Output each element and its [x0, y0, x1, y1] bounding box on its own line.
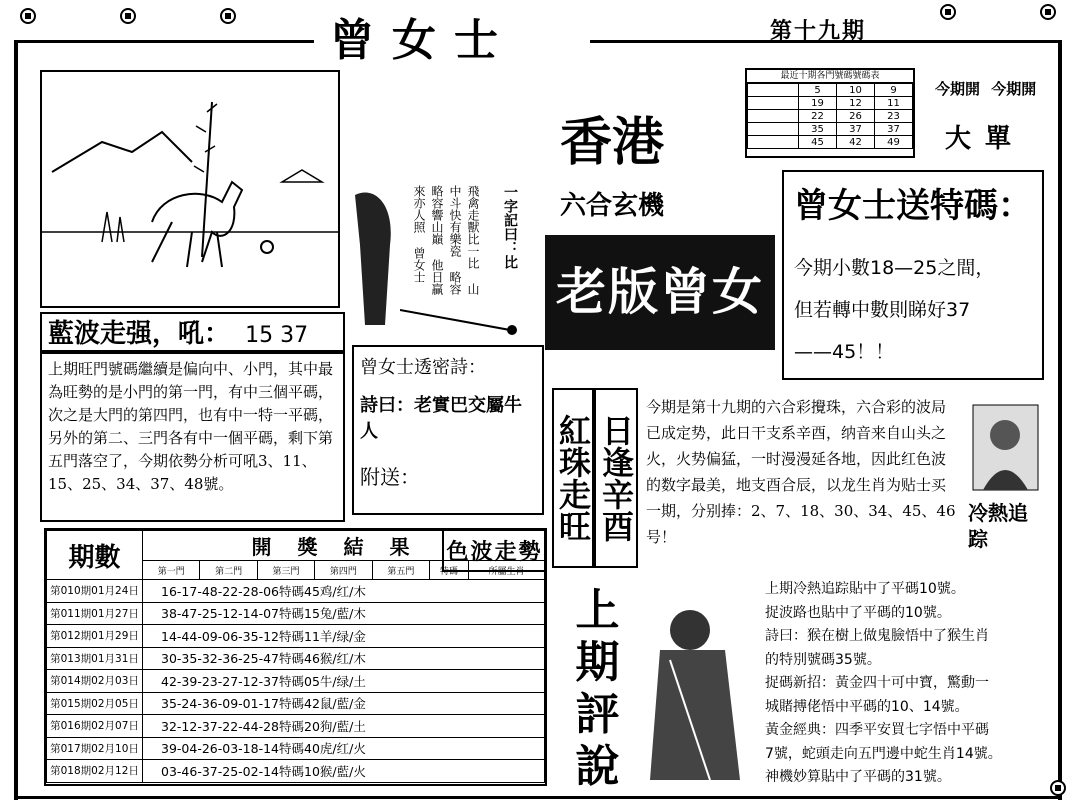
stats-cell: 10 — [837, 84, 875, 97]
col-header: 特碼 — [430, 561, 469, 580]
review-line: 的特別號碼35號。 — [765, 651, 881, 668]
col-header: 第三門 — [257, 561, 314, 580]
period-cell: 第010期01月24日 — [47, 580, 143, 603]
stats-cell: 9 — [875, 84, 913, 97]
value-cell: 39-04-26-03-18-14特碼40虎/红/火 — [143, 737, 545, 760]
review-line: 捉波路也貼中了平碼的10號。 — [765, 604, 951, 621]
masthead-title: 曾女士 — [330, 15, 516, 66]
coin-icon — [1040, 4, 1056, 20]
open-headings — [935, 78, 1036, 99]
stats-cell: 23 — [875, 110, 913, 123]
period-cell: 第018期02月12日 — [47, 760, 143, 783]
period-cell: 第015期02月05日 — [47, 692, 143, 715]
figure-illustration — [345, 185, 405, 335]
col-header: 第一門 — [143, 561, 200, 580]
stats-cell: 42 — [837, 136, 875, 149]
recent-stats-table — [745, 68, 915, 158]
one-char-clue: 一字記曰：比 — [502, 185, 518, 269]
figure-portrait — [968, 400, 1043, 495]
table-row — [47, 625, 545, 648]
left-border — [14, 40, 18, 800]
analysis-text: 上期旺門號碼繼續是偏向中、小門，其中最為旺勢的是小門的第一門，有中三個平碼，次之是大門的第四門，也有中一特一平碼，另外的第二、三門各有中一個平碼，剩下第五門落空了，今期依勢分析可吼3、11、15、25、34、37、48號。 — [40, 352, 345, 522]
blue-wave-numbers: 15 37 — [245, 323, 309, 348]
secret-poem-line: 詩曰：老實巴交屬牛人 — [360, 395, 522, 442]
blue-wave-heading — [40, 312, 345, 352]
review-line: 上期冷熱追踪貼中了平碼10號。 — [765, 581, 965, 597]
special-line-2: 但若轉中數則睇好37 — [794, 299, 971, 321]
period-cell: 第012期01月29日 — [47, 625, 143, 648]
col-header: 第四門 — [315, 561, 372, 580]
stats-cell: 11 — [875, 97, 913, 110]
coin-icon — [220, 8, 236, 24]
issue-number: 第十九期 — [770, 18, 867, 44]
col-header: 第二門 — [200, 561, 257, 580]
big-list-label: 大單 — [945, 124, 1026, 154]
bottom-border — [14, 796, 1062, 799]
brand-banner: 老版曾女士 — [545, 235, 775, 350]
secret-poem-title: 曾女士透密詩： — [360, 357, 486, 378]
table-row — [47, 692, 545, 715]
stats-cell: 35 — [799, 123, 837, 136]
table-row — [47, 737, 545, 760]
stats-cell: 49 — [875, 136, 913, 149]
stats-cell: 26 — [837, 110, 875, 123]
side-poem: 飛禽走獸比一比 山中斗快有樂瓷 略容略容響山巔 他日贏來亦人照 曾女士 — [412, 185, 480, 295]
table-row — [47, 647, 545, 670]
value-cell: 16-17-48-22-28-06特碼45鸡/红/木 — [143, 580, 545, 603]
stats-cell: 12 — [837, 97, 875, 110]
guan-gong-illustration — [640, 590, 755, 785]
secret-poem-box — [352, 345, 544, 515]
value-cell: 42-39-23-27-12-37特碼05牛/绿/土 — [143, 670, 545, 693]
stats-cell: 5 — [799, 84, 837, 97]
last-review-heading: 上期評說 — [575, 585, 620, 792]
special-line-1: 今期小數18—25之間， — [794, 257, 995, 279]
stats-title: 最近十期各門號碼號碼表 — [747, 70, 913, 83]
blue-wave-label: 藍波走强，吼： — [48, 319, 231, 349]
review-text — [765, 578, 1065, 790]
table-row — [47, 760, 545, 783]
stats-cell: 22 — [799, 110, 837, 123]
review-line: 神機妙算貼中了平碼的31號。 — [765, 769, 951, 785]
value-cell: 32-12-37-22-44-28特碼20狗/藍/土 — [143, 715, 545, 738]
pencil-illustration — [400, 300, 520, 340]
value-cell: 38-47-25-12-14-07特碼15兔/藍/木 — [143, 602, 545, 625]
value-cell: 30-35-32-36-25-47特碼46猴/红/木 — [143, 647, 545, 670]
review-line: 城賭搏佬悟中平碼的10、14號。 — [765, 698, 969, 715]
coin-icon — [940, 4, 956, 20]
col-header: 所屬生肖 — [469, 561, 545, 580]
stats-cell: 45 — [799, 136, 837, 149]
review-line: 捉碼新招：黃金四十可中寶，驚動一 — [765, 675, 989, 691]
wave-trend-label: 色波走勢 — [442, 528, 547, 572]
results-title: 開獎結果 — [143, 531, 545, 561]
table-row — [47, 602, 545, 625]
period-cell: 第016期02月07日 — [47, 715, 143, 738]
day-column: 日逢辛酉 — [594, 388, 638, 568]
coin-icon — [20, 8, 36, 24]
horse-illustration — [40, 70, 340, 308]
stats-cell: 37 — [837, 123, 875, 136]
special-number-box — [782, 170, 1044, 380]
review-line: 7號，蛇頭走向五門邊中蛇生肖14號。 — [765, 745, 1002, 762]
cold-hot-label: 冷熱追踪 — [968, 501, 1028, 551]
hk-title: 香港 — [560, 112, 665, 173]
period-cell: 第013期01月31日 — [47, 647, 143, 670]
open-right: 今期開 — [991, 80, 1037, 98]
period-cell: 第017期02月10日 — [47, 737, 143, 760]
stats-cell: 19 — [799, 97, 837, 110]
table-row — [47, 715, 545, 738]
table-row — [47, 580, 545, 603]
period-header: 期數 — [47, 531, 143, 580]
value-cell: 35-24-36-09-01-17特碼42鼠/藍/金 — [143, 692, 545, 715]
open-left: 今期開 — [935, 80, 981, 98]
col-header: 第五門 — [372, 561, 429, 580]
period-cell: 第014期02月03日 — [47, 670, 143, 693]
stats-cell: 37 — [875, 123, 913, 136]
special-title: 曾女士送特碼： — [794, 186, 1032, 226]
value-cell: 14-44-09-06-35-12特碼11羊/绿/金 — [143, 625, 545, 648]
coin-icon — [120, 8, 136, 24]
red-ball-column: 紅珠走旺 — [552, 388, 594, 568]
special-line-3: ——45！！ — [794, 341, 895, 363]
mystic-subtitle: 六合玄機 — [560, 191, 665, 221]
table-row — [47, 670, 545, 693]
value-cell: 03-46-37-25-02-14特碼10猴/藍/火 — [143, 760, 545, 783]
review-line: 詩曰：猴在樹上做鬼臉悟中了猴生肖 — [765, 628, 989, 644]
secret-poem-gift: 附送： — [360, 465, 420, 489]
forecast-text: 今期是第十九期的六合彩攪珠，六合彩的波局已成定势，此日干支系辛酉，纳音来自山头之火，火势偏猛，一时漫漫延各地，因此红色波的数字最美，地支酉合辰，以龙生肖为贴士买一期，分别捧：2、7、18、30、34、45、46号！ — [646, 398, 956, 546]
period-cell: 第011期01月27日 — [47, 602, 143, 625]
top-border-left — [14, 40, 314, 43]
review-line: 黃金經典：四季平安買七字悟中平碼 — [765, 722, 989, 738]
